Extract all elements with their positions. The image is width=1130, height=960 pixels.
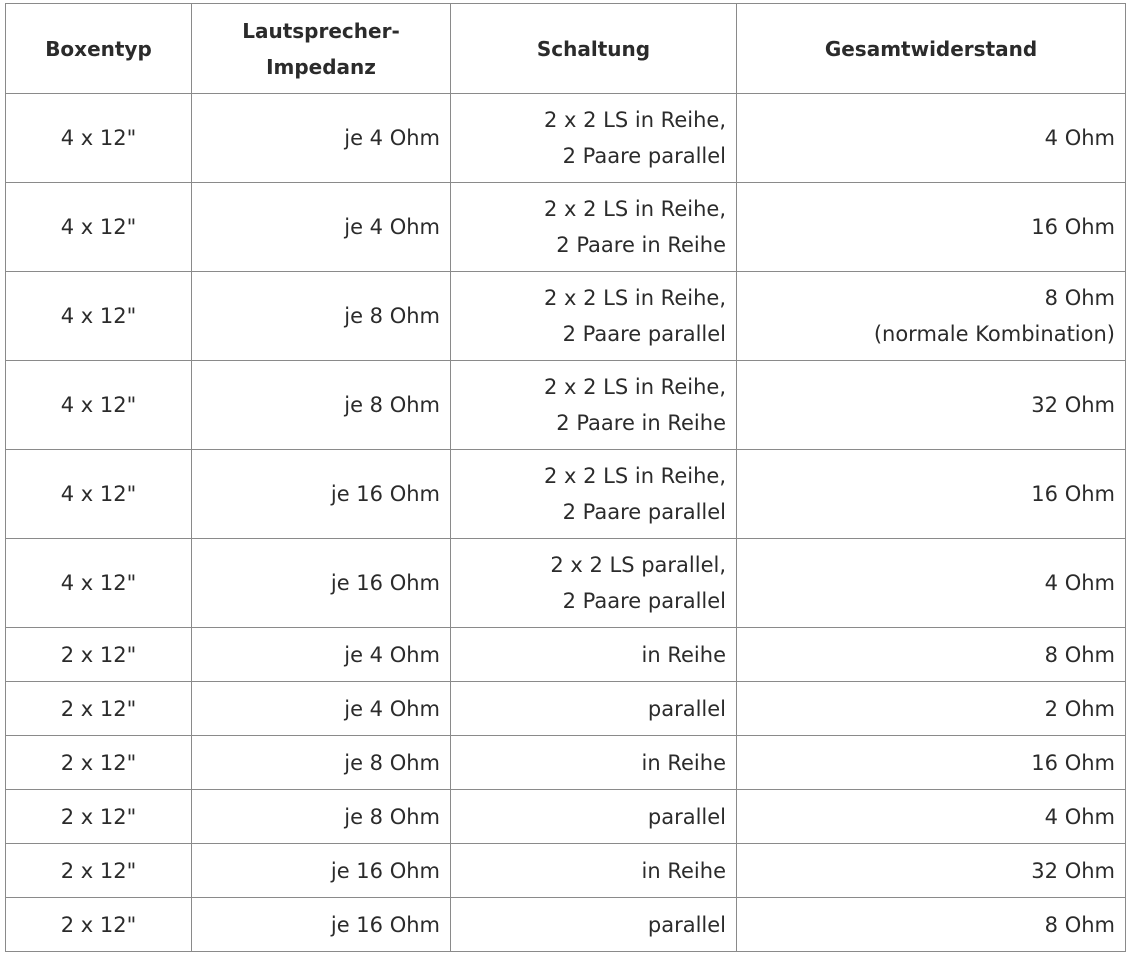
table-row <box>6 539 1126 628</box>
cell-schaltung <box>451 94 737 183</box>
cell-gesamtwiderstand-line1: 32 Ohm <box>1031 858 1115 883</box>
cell-impedanz-line1: je 4 Ohm <box>344 696 440 721</box>
cell-gesamtwiderstand-line1: 16 Ohm <box>1031 482 1115 506</box>
cell-schaltung-line1: in Reihe <box>641 750 726 775</box>
table-row <box>6 94 1126 183</box>
cell-boxentyp-line1: 4 x 12" <box>60 393 137 417</box>
cell-impedanz-line1: je 4 Ohm <box>344 642 440 667</box>
cell-schaltung <box>451 682 737 736</box>
impedance-table <box>5 3 1126 952</box>
header-schaltung: Schaltung <box>451 4 737 94</box>
cell-impedanz <box>192 183 451 272</box>
cell-schaltung-line1: 2 x 2 LS parallel, <box>550 553 726 577</box>
cell-boxentyp <box>6 898 192 952</box>
table-row <box>6 898 1126 952</box>
cell-gesamtwiderstand-line1: 16 Ohm <box>1031 215 1115 239</box>
cell-gesamtwiderstand <box>737 450 1126 539</box>
cell-impedanz <box>192 272 451 361</box>
impedance-table-container <box>5 3 1125 952</box>
cell-boxentyp <box>6 539 192 628</box>
cell-impedanz-line1: je 8 Ohm <box>344 804 440 829</box>
cell-schaltung <box>451 183 737 272</box>
cell-gesamtwiderstand <box>737 94 1126 183</box>
cell-boxentyp-line1: 2 x 12" <box>60 912 137 937</box>
table-body <box>6 94 1126 952</box>
cell-impedanz <box>192 682 451 736</box>
cell-boxentyp <box>6 628 192 682</box>
cell-gesamtwiderstand-line1: 32 Ohm <box>1031 393 1115 417</box>
cell-schaltung-line1: in Reihe <box>641 642 726 667</box>
cell-boxentyp <box>6 361 192 450</box>
table-row <box>6 682 1126 736</box>
table-row <box>6 183 1126 272</box>
cell-boxentyp-line1: 4 x 12" <box>60 126 137 150</box>
cell-schaltung-line2: 2 Paare in Reihe <box>556 411 726 435</box>
table-row <box>6 361 1126 450</box>
cell-impedanz-line1: je 4 Ohm <box>344 126 440 150</box>
cell-boxentyp-line1: 2 x 12" <box>60 696 137 721</box>
cell-schaltung-line1: in Reihe <box>641 858 726 883</box>
table-row <box>6 844 1126 898</box>
cell-schaltung <box>451 790 737 844</box>
table-row <box>6 736 1126 790</box>
header-impedanz-line1: Lautsprecher- <box>242 18 400 43</box>
cell-gesamtwiderstand <box>737 736 1126 790</box>
cell-gesamtwiderstand <box>737 272 1126 361</box>
cell-schaltung <box>451 844 737 898</box>
cell-impedanz <box>192 790 451 844</box>
cell-schaltung-line1: 2 x 2 LS in Reihe, <box>543 286 726 310</box>
cell-impedanz <box>192 450 451 539</box>
cell-boxentyp-line1: 2 x 12" <box>60 858 137 883</box>
table-row <box>6 272 1126 361</box>
header-gesamtwiderstand: Gesamtwiderstand <box>737 4 1126 94</box>
cell-boxentyp <box>6 736 192 790</box>
cell-boxentyp-line1: 2 x 12" <box>60 642 137 667</box>
cell-schaltung-line1: 2 x 2 LS in Reihe, <box>543 108 726 132</box>
cell-schaltung <box>451 736 737 790</box>
table-row <box>6 450 1126 539</box>
cell-schaltung-line1: 2 x 2 LS in Reihe, <box>543 375 726 399</box>
cell-boxentyp-line1: 2 x 12" <box>60 750 137 775</box>
cell-schaltung-line1: 2 x 2 LS in Reihe, <box>543 197 726 221</box>
cell-gesamtwiderstand <box>737 539 1126 628</box>
cell-gesamtwiderstand-line2: (normale Kombination) <box>873 322 1115 346</box>
cell-boxentyp-line1: 4 x 12" <box>60 482 137 506</box>
cell-schaltung-line2: 2 Paare parallel <box>562 500 726 524</box>
cell-schaltung-line2: 2 Paare in Reihe <box>556 233 726 257</box>
header-impedanz-line2: Impedanz <box>266 54 376 79</box>
header-row <box>6 4 1126 94</box>
cell-impedanz-line1: je 8 Ohm <box>344 393 440 417</box>
header-impedanz <box>192 4 451 94</box>
cell-schaltung <box>451 539 737 628</box>
cell-impedanz-line1: je 16 Ohm <box>330 858 440 883</box>
cell-gesamtwiderstand-line1: 8 Ohm <box>1044 912 1115 937</box>
cell-schaltung-line2: 2 Paare parallel <box>562 589 726 613</box>
cell-boxentyp-line1: 2 x 12" <box>60 804 137 829</box>
cell-boxentyp <box>6 450 192 539</box>
cell-schaltung <box>451 628 737 682</box>
cell-schaltung-line2: 2 Paare parallel <box>562 144 726 168</box>
cell-gesamtwiderstand-line1: 4 Ohm <box>1044 804 1115 829</box>
cell-schaltung-line1: parallel <box>647 696 726 721</box>
cell-impedanz-line1: je 4 Ohm <box>344 215 440 239</box>
cell-boxentyp <box>6 183 192 272</box>
cell-gesamtwiderstand <box>737 183 1126 272</box>
cell-gesamtwiderstand <box>737 361 1126 450</box>
cell-schaltung-line1: 2 x 2 LS in Reihe, <box>543 464 726 488</box>
cell-schaltung-line2: 2 Paare parallel <box>562 322 726 346</box>
cell-impedanz <box>192 628 451 682</box>
cell-impedanz <box>192 539 451 628</box>
cell-boxentyp <box>6 844 192 898</box>
table-row <box>6 628 1126 682</box>
cell-impedanz-line1: je 16 Ohm <box>330 482 440 506</box>
cell-boxentyp-line1: 4 x 12" <box>60 215 137 239</box>
cell-gesamtwiderstand-line1: 16 Ohm <box>1031 750 1115 775</box>
cell-gesamtwiderstand <box>737 790 1126 844</box>
cell-boxentyp <box>6 94 192 183</box>
cell-schaltung-line1: parallel <box>647 912 726 937</box>
cell-boxentyp <box>6 790 192 844</box>
cell-boxentyp <box>6 682 192 736</box>
table-header <box>6 4 1126 94</box>
cell-gesamtwiderstand-line1: 4 Ohm <box>1044 126 1115 150</box>
cell-gesamtwiderstand-line1: 8 Ohm <box>1044 286 1115 310</box>
cell-gesamtwiderstand <box>737 844 1126 898</box>
cell-impedanz <box>192 898 451 952</box>
cell-boxentyp-line1: 4 x 12" <box>60 304 137 328</box>
cell-impedanz-line1: je 8 Ohm <box>344 750 440 775</box>
cell-gesamtwiderstand-line1: 2 Ohm <box>1044 696 1115 721</box>
cell-boxentyp-line1: 4 x 12" <box>60 571 137 595</box>
cell-gesamtwiderstand <box>737 628 1126 682</box>
cell-impedanz <box>192 94 451 183</box>
cell-impedanz-line1: je 16 Ohm <box>330 571 440 595</box>
cell-schaltung <box>451 450 737 539</box>
cell-gesamtwiderstand-line1: 4 Ohm <box>1044 571 1115 595</box>
cell-gesamtwiderstand <box>737 898 1126 952</box>
cell-impedanz-line1: je 8 Ohm <box>344 304 440 328</box>
cell-schaltung <box>451 272 737 361</box>
cell-gesamtwiderstand <box>737 682 1126 736</box>
table-row <box>6 790 1126 844</box>
cell-gesamtwiderstand-line1: 8 Ohm <box>1044 642 1115 667</box>
cell-impedanz-line1: je 16 Ohm <box>330 912 440 937</box>
cell-schaltung-line1: parallel <box>647 804 726 829</box>
cell-schaltung <box>451 361 737 450</box>
cell-boxentyp <box>6 272 192 361</box>
cell-impedanz <box>192 844 451 898</box>
cell-impedanz <box>192 736 451 790</box>
cell-schaltung <box>451 898 737 952</box>
cell-impedanz <box>192 361 451 450</box>
header-boxentyp: Boxentyp <box>6 4 192 94</box>
